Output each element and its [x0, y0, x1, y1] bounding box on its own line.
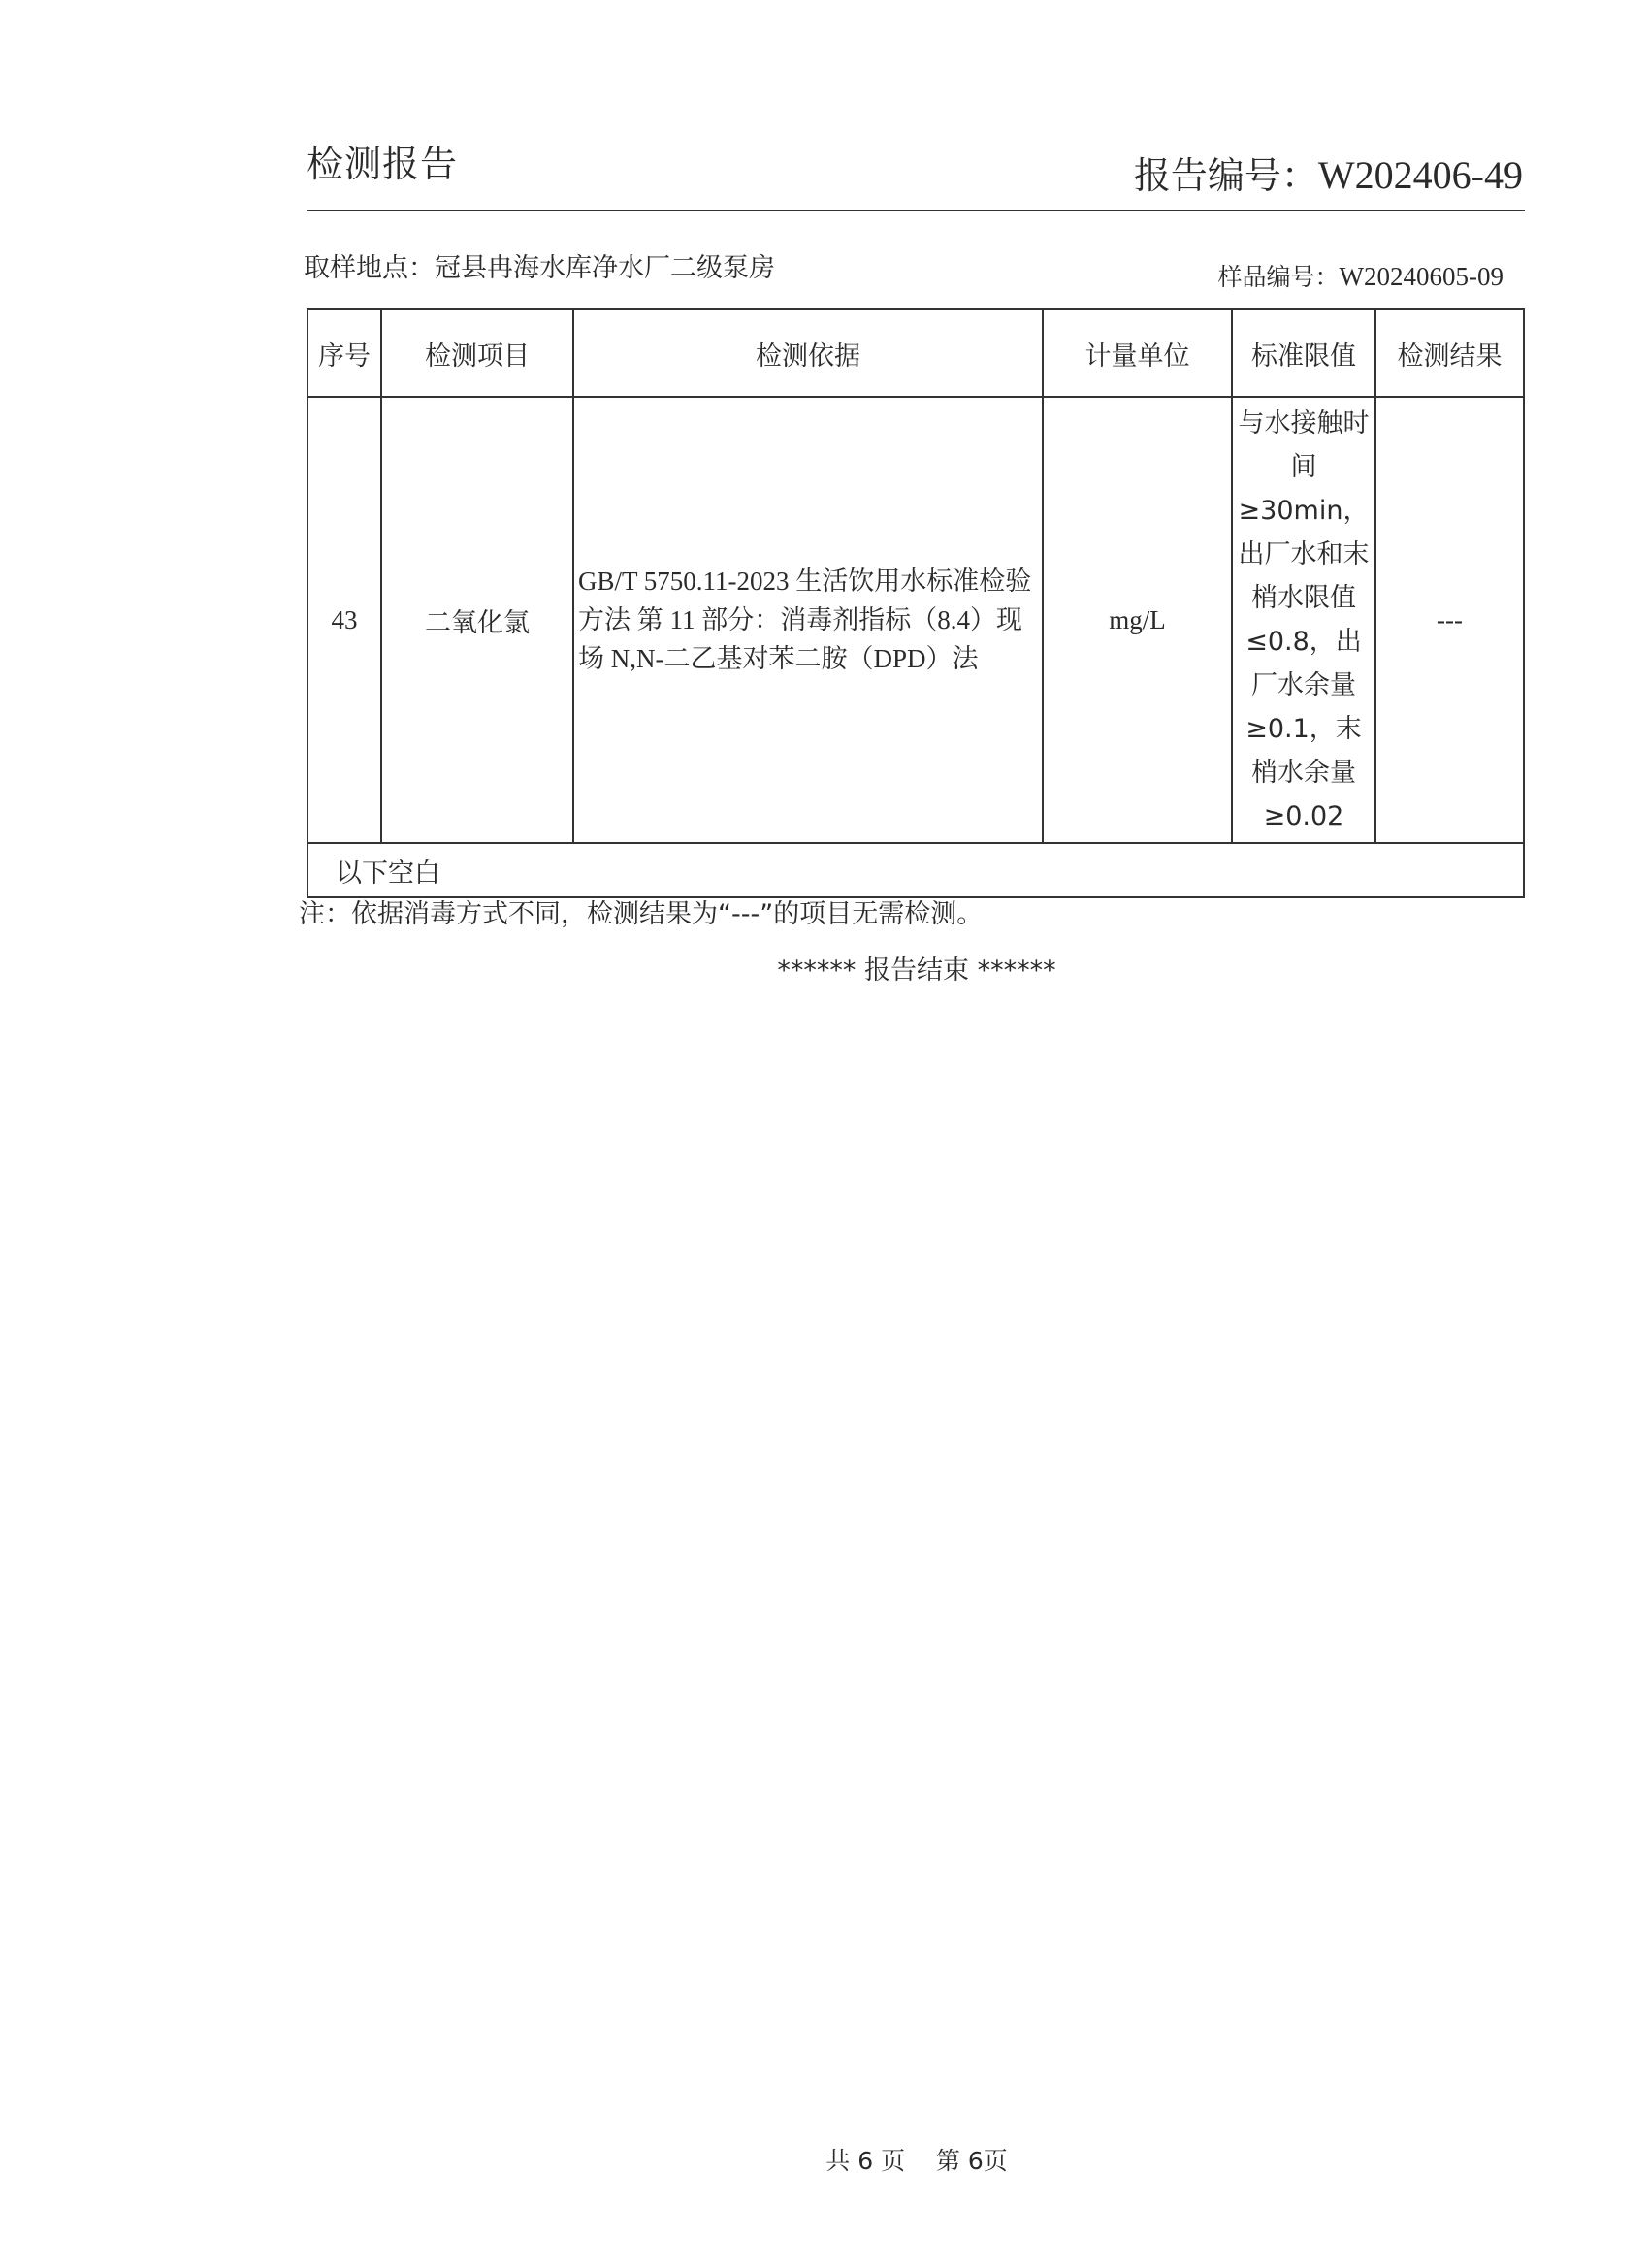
footnote: 注：依据消毒方式不同，检测结果为“---”的项目无需检测。 — [299, 899, 984, 929]
sample-number-label: 样品编号： — [1217, 263, 1340, 291]
row-result: --- — [1375, 397, 1524, 843]
row-basis: GB/T 5750.11-2023 生活饮用水标准检验方法 第 11 部分：消毒剂指标（8.4）现场 N,N-二乙基对苯二胺（DPD）法 — [573, 397, 1043, 843]
report-title: 检测报告 — [307, 143, 459, 185]
row-unit: mg/L — [1043, 397, 1232, 843]
table-header-row — [307, 309, 1524, 397]
row-limit: 与水接触时间≥30min，出厂水和末梢水限值≤0.8，出厂水余量≥0.1，末梢水余量≥0.02 — [1232, 397, 1375, 843]
report-end-mark: ****** 报告结束 ****** — [777, 956, 1056, 986]
row-index: 43 — [307, 397, 381, 843]
sampling-site-value: 冠县冉海水库净水厂二级泵房 — [435, 253, 775, 283]
col-header-item: 检测项目 — [381, 309, 573, 397]
blank-row — [307, 843, 1524, 897]
sampling-site-label: 取样地点： — [304, 253, 435, 283]
blank-note: 以下空白 — [307, 843, 1524, 897]
col-header-index: 序号 — [307, 309, 381, 397]
sample-number — [1218, 258, 1504, 293]
page-footer — [0, 2142, 1649, 2177]
col-header-basis: 检测依据 — [573, 309, 1043, 397]
report-number-value: W202406-49 — [1317, 153, 1523, 197]
table-row — [307, 397, 1524, 843]
page-current: 第 6页 — [935, 2147, 1008, 2175]
header-divider — [307, 210, 1525, 211]
results-table — [307, 308, 1525, 898]
col-header-result: 检测结果 — [1375, 309, 1524, 397]
sampling-site — [304, 246, 775, 284]
col-header-limit: 标准限值 — [1232, 309, 1375, 397]
report-number-label: 报告编号： — [1133, 154, 1318, 197]
sample-number-value: W20240605-09 — [1339, 262, 1504, 291]
row-item: 二氧化氯 — [381, 397, 573, 843]
page-total: 共 6 页 — [825, 2147, 906, 2175]
col-header-unit: 计量单位 — [1043, 309, 1232, 397]
report-number — [1134, 146, 1523, 199]
